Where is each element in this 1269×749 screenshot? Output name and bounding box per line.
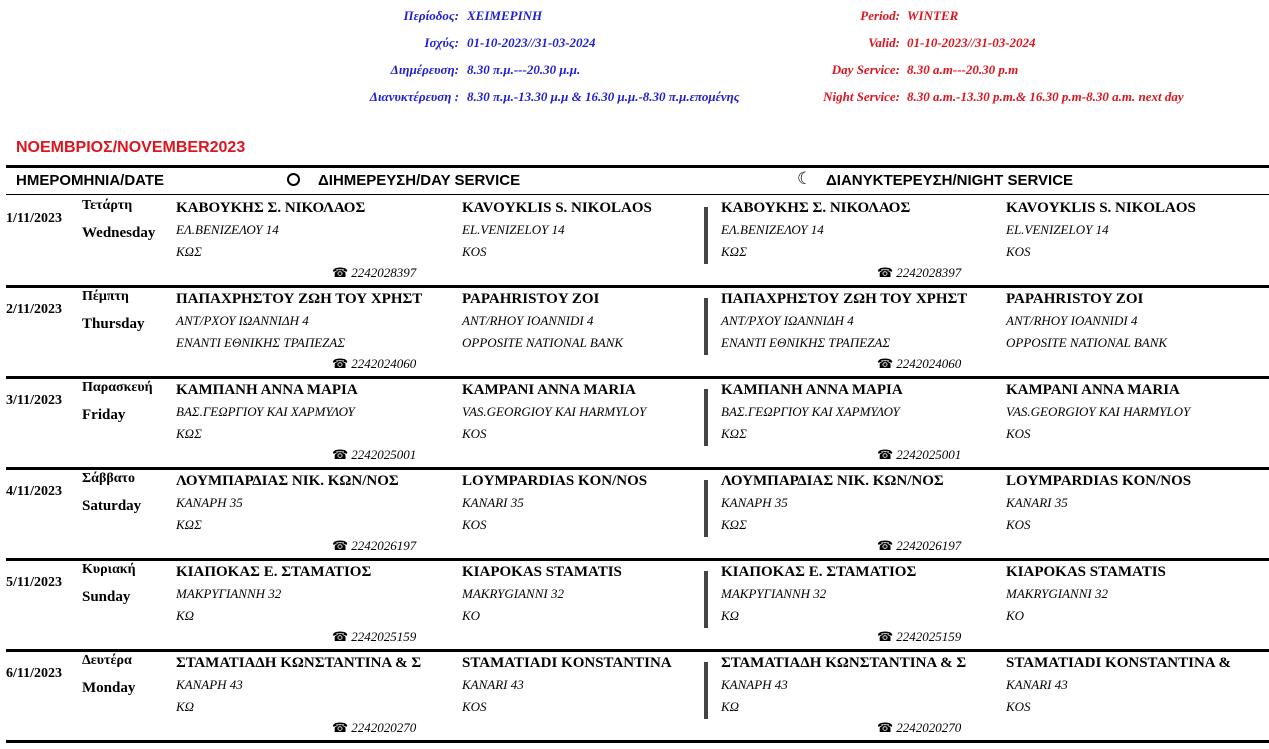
table-header-rule [6,194,1269,195]
row-date: 1/11/2023 [6,211,63,226]
night-pharmacy-address-gr: ΒΑΣ.ΓΕΩΡΓΙΟΥ ΚΑΙ ΧΑΡΜΥΛΟΥ [721,404,900,419]
day-pharmacy-name-gr: ΠΑΠΑΧΡΗΣΤΟΥ ΖΩΗ ΤΟΥ ΧΡΗΣΤ [176,291,423,307]
day-pharmacy-phone[interactable] [332,538,416,554]
day-pharmacy-name-gr: ΣΤΑΜΑΤΙΑΔΗ ΚΩΝΣΤΑΝΤΙΝΑ & Σ [176,655,422,671]
day-pharmacy-name-en: PAPAHRISTOY ZOI [462,291,600,307]
phone-number: 2242025001 [896,447,962,462]
night-pharmacy-address-en: VAS.GEORGIOY KAI HARMYLOY [1006,404,1191,419]
period-gr-label: Περίοδος: [403,8,459,23]
row-day-greek: Τετάρτη [82,198,133,213]
day-pharmacy-address-en: KANARI 35 [462,495,524,510]
period-en-value: WINTER [907,8,959,23]
night-pharmacy-area-gr: ΚΩ [721,699,740,714]
moon-icon: ☾ [797,169,813,189]
day-service-en-value: 8.30 a.m---20.30 p.m [907,62,1019,77]
table-row [0,288,1269,379]
row-day-greek: Παρασκευή [82,380,153,395]
valid-en-value: 01-10-2023//31-03-2024 [907,35,1036,50]
night-pharmacy-address-en: KANARI 35 [1006,495,1068,510]
table-row [0,379,1269,470]
row-day-greek: Σάββατο [82,471,135,486]
night-pharmacy-phone[interactable] [877,538,961,554]
sun-icon [287,173,300,186]
night-pharmacy-area-gr: ΚΩ [721,608,740,623]
phone-icon: ☎ [332,266,349,281]
phone-icon: ☎ [877,630,894,645]
row-day-english: Monday [82,680,136,696]
night-pharmacy-name-gr: ΣΤΑΜΑΤΙΑΔΗ ΚΩΝΣΤΑΝΤΙΝΑ & Σ [721,655,967,671]
night-pharmacy-phone[interactable] [877,447,961,463]
row-date: 5/11/2023 [6,575,63,590]
night-pharmacy-area-en: OPPOSITE NATIONAL BANK [1006,335,1168,350]
day-pharmacy-area-gr: ΚΩΣ [176,517,202,532]
day-pharmacy-area-en: KOS [462,517,487,532]
table-row [0,470,1269,561]
night-pharmacy-area-en: KOS [1006,517,1031,532]
day-pharmacy-area-en: KOS [462,426,487,441]
day-pharmacy-phone[interactable] [332,447,416,463]
phone-number: 2242025001 [351,447,417,462]
row-day-english: Wednesday [82,225,156,241]
night-pharmacy-name-gr: ΚΑΜΠΑΝΗ ΑΝΝΑ ΜΑΡΙΑ [721,382,903,398]
night-pharmacy-phone[interactable] [877,356,961,372]
day-pharmacy-address-gr: ΚΑΝΑΡΗ 35 [176,495,243,510]
phone-number: 2242025159 [351,629,417,644]
night-pharmacy-phone[interactable] [877,720,961,736]
day-pharmacy-name-gr: ΚΑΜΠΑΝΗ ΑΝΝΑ ΜΑΡΙΑ [176,382,358,398]
day-pharmacy-phone[interactable] [332,265,416,281]
night-pharmacy-area-gr: ΚΩΣ [721,426,747,441]
column-separator [704,571,708,628]
day-pharmacy-area-gr: ΚΩ [176,699,195,714]
night-service-en-value: 8.30 a.m.-13.30 p.m.& 16.30 p.m-8.30 a.m. next day [907,89,1184,104]
table-top-rule [6,165,1269,168]
day-pharmacy-area-gr: ΚΩΣ [176,244,202,259]
row-date: 2/11/2023 [6,302,63,317]
night-pharmacy-address-gr: ΕΛ.ΒΕΝΙΖΕΛΟΥ 14 [721,222,824,237]
day-pharmacy-name-en: KAVOYKLIS S. NIKOLAOS [462,200,652,216]
night-pharmacy-area-en: KO [1006,608,1025,623]
night-pharmacy-area-en: KOS [1006,426,1031,441]
day-pharmacy-name-en: KAMPANI ANNA MARIA [462,382,636,398]
night-pharmacy-address-en: EL.VENIZELOY 14 [1006,222,1109,237]
day-pharmacy-address-en: MAKRYGIANNI 32 [462,586,564,601]
column-separator [704,662,708,719]
day-pharmacy-address-gr: ΚΑΝΑΡΗ 43 [176,677,243,692]
day-pharmacy-address-en: ANT/RHOY IOANNIDI 4 [462,313,594,328]
date-column-header: ΗΜΕΡΟΜΗΝΙΑ/DATE [16,172,165,189]
day-service-gr-label: Διημέρευση: [390,62,459,77]
day-pharmacy-name-en: STAMATIADI KONSTANTINA [462,655,672,671]
night-pharmacy-address-gr: ΑΝΤ/ΡΧΟΥ ΙΩΑΝΝΙΔΗ 4 [721,313,854,328]
day-pharmacy-address-gr: ΒΑΣ.ΓΕΩΡΓΙΟΥ ΚΑΙ ΧΑΡΜΥΛΟΥ [176,404,355,419]
phone-icon: ☎ [877,448,894,463]
day-pharmacy-name-gr: ΚΙΑΠΟΚΑΣ Ε. ΣΤΑΜΑΤΙΟΣ [176,564,372,580]
night-pharmacy-name-gr: ΚΙΑΠΟΚΑΣ Ε. ΣΤΑΜΑΤΙΟΣ [721,564,917,580]
phone-number: 2242028397 [896,265,962,280]
row-day-english: Friday [82,407,126,423]
phone-icon: ☎ [332,448,349,463]
day-pharmacy-address-gr: ΜΑΚΡΥΓΙΑΝΝΗ 32 [176,586,282,601]
row-day-english: Sunday [82,589,131,605]
day-pharmacy-phone[interactable] [332,629,416,645]
night-pharmacy-area-gr: ΚΩΣ [721,517,747,532]
row-day-greek: Δευτέρα [82,653,132,668]
night-service-gr-value: 8.30 π.μ.-13.30 μ.μ & 16.30 μ.μ.-8.30 π.μ.επομένης [467,89,740,104]
night-pharmacy-name-en: PAPAHRISTOY ZOI [1006,291,1144,307]
table-row [0,652,1269,743]
table-row [0,197,1269,288]
night-pharmacy-phone[interactable] [877,265,961,281]
phone-icon: ☎ [332,630,349,645]
night-pharmacy-address-en: MAKRYGIANNI 32 [1006,586,1108,601]
day-pharmacy-address-en: KANARI 43 [462,677,524,692]
row-day-english: Thursday [82,316,145,332]
day-pharmacy-address-en: VAS.GEORGIOY KAI HARMYLOY [462,404,647,419]
valid-gr-value: 01-10-2023//31-03-2024 [467,35,596,50]
phone-number: 2242024060 [896,356,962,371]
night-pharmacy-area-gr: ΕΝΑΝΤΙ ΕΘΝΙΚΗΣ ΤΡΑΠΕΖΑΣ [721,335,891,350]
night-pharmacy-address-en: KANARI 43 [1006,677,1068,692]
night-service-gr-label: Διανυκτέρευση : [369,89,459,104]
phone-icon: ☎ [877,539,894,554]
night-pharmacy-phone[interactable] [877,629,961,645]
day-pharmacy-area-en: KO [462,608,481,623]
phone-number: 2242024060 [351,356,417,371]
day-service-en-label: Day Service: [831,62,900,77]
day-pharmacy-area-en: OPPOSITE NATIONAL BANK [462,335,624,350]
phone-number: 2242026197 [896,538,962,553]
valid-en-label: Valid: [868,35,900,50]
day-pharmacy-name-en: KIAPOKAS STAMATIS [462,564,622,580]
day-pharmacy-area-gr: ΚΩ [176,608,195,623]
phone-icon: ☎ [332,721,349,736]
period-gr-value: ΧΕΙΜΕΡΙΝΗ [467,8,543,23]
phone-icon: ☎ [877,357,894,372]
night-pharmacy-name-en: KAVOYKLIS S. NIKOLAOS [1006,200,1196,216]
column-separator [704,389,708,446]
day-pharmacy-address-gr: ΕΛ.ΒΕΝΙΖΕΛΟΥ 14 [176,222,279,237]
month-title: ΝΟΕΜΒΡΙΟΣ/NOVEMBER2023 [16,139,246,156]
night-pharmacy-address-gr: ΚΑΝΑΡΗ 35 [721,495,788,510]
phone-number: 2242025159 [896,629,962,644]
night-pharmacy-name-gr: ΠΑΠΑΧΡΗΣΤΟΥ ΖΩΗ ΤΟΥ ΧΡΗΣΤ [721,291,968,307]
night-pharmacy-address-en: ANT/RHOY IOANNIDI 4 [1006,313,1138,328]
phone-number: 2242020270 [351,720,417,735]
night-pharmacy-area-en: KOS [1006,699,1031,714]
row-date: 4/11/2023 [6,484,63,499]
day-pharmacy-address-gr: ΑΝΤ/ΡΧΟΥ ΙΩΑΝΝΙΔΗ 4 [176,313,309,328]
table-row [0,561,1269,652]
row-date: 6/11/2023 [6,666,63,681]
column-separator [704,207,708,264]
phone-number: 2242020270 [896,720,962,735]
phone-icon: ☎ [332,539,349,554]
night-pharmacy-address-gr: ΚΑΝΑΡΗ 43 [721,677,788,692]
day-pharmacy-area-gr: ΚΩΣ [176,426,202,441]
day-pharmacy-area-gr: ΕΝΑΝΤΙ ΕΘΝΙΚΗΣ ΤΡΑΠΕΖΑΣ [176,335,346,350]
night-pharmacy-address-gr: ΜΑΚΡΥΓΙΑΝΝΗ 32 [721,586,827,601]
day-pharmacy-phone[interactable] [332,720,416,736]
day-pharmacy-name-en: LOYMPARDIAS KON/NOS [462,473,648,489]
day-pharmacy-name-gr: ΛΟΥΜΠΑΡΔΙΑΣ ΝΙΚ. ΚΩΝ/ΝΟΣ [176,473,399,489]
row-day-greek: Κυριακή [82,562,136,577]
column-separator [704,480,708,537]
day-service-gr-value: 8.30 π.μ.---20.30 μ.μ. [467,62,581,77]
row-day-greek: Πέμπτη [82,289,129,304]
day-pharmacy-name-gr: ΚΑΒΟΥΚΗΣ Σ. ΝΙΚΟΛΑΟΣ [176,200,366,216]
night-service-column-header: ΔΙΑΝΥΚΤΕΡΕΥΣΗ/NIGHT SERVICE [826,172,1074,189]
phone-number: 2242026197 [351,538,417,553]
day-pharmacy-area-en: KOS [462,699,487,714]
phone-icon: ☎ [332,357,349,372]
night-service-en-label: Night Service: [823,89,900,104]
night-pharmacy-name-en: KAMPANI ANNA MARIA [1006,382,1180,398]
night-pharmacy-name-gr: ΛΟΥΜΠΑΡΔΙΑΣ ΝΙΚ. ΚΩΝ/ΝΟΣ [721,473,944,489]
row-date: 3/11/2023 [6,393,63,408]
night-pharmacy-name-en: LOYMPARDIAS KON/NOS [1006,473,1192,489]
night-pharmacy-name-gr: ΚΑΒΟΥΚΗΣ Σ. ΝΙΚΟΛΑΟΣ [721,200,911,216]
night-pharmacy-area-en: KOS [1006,244,1031,259]
phone-number: 2242028397 [351,265,417,280]
day-pharmacy-phone[interactable] [332,356,416,372]
day-pharmacy-area-en: KOS [462,244,487,259]
phone-icon: ☎ [877,266,894,281]
day-pharmacy-address-en: EL.VENIZELOY 14 [462,222,565,237]
phone-icon: ☎ [877,721,894,736]
day-service-column-header: ΔΙΗΜΕΡΕΥΣΗ/DAY SERVICE [318,172,521,189]
night-pharmacy-name-en: STAMATIADI KONSTANTINA & [1006,655,1232,671]
row-separator-rule [6,740,1269,743]
night-pharmacy-area-gr: ΚΩΣ [721,244,747,259]
column-separator [704,298,708,355]
night-pharmacy-name-en: KIAPOKAS STAMATIS [1006,564,1166,580]
valid-gr-label: Ισχύς: [424,35,459,50]
period-en-label: Period: [860,8,900,23]
row-day-english: Saturday [82,498,142,514]
